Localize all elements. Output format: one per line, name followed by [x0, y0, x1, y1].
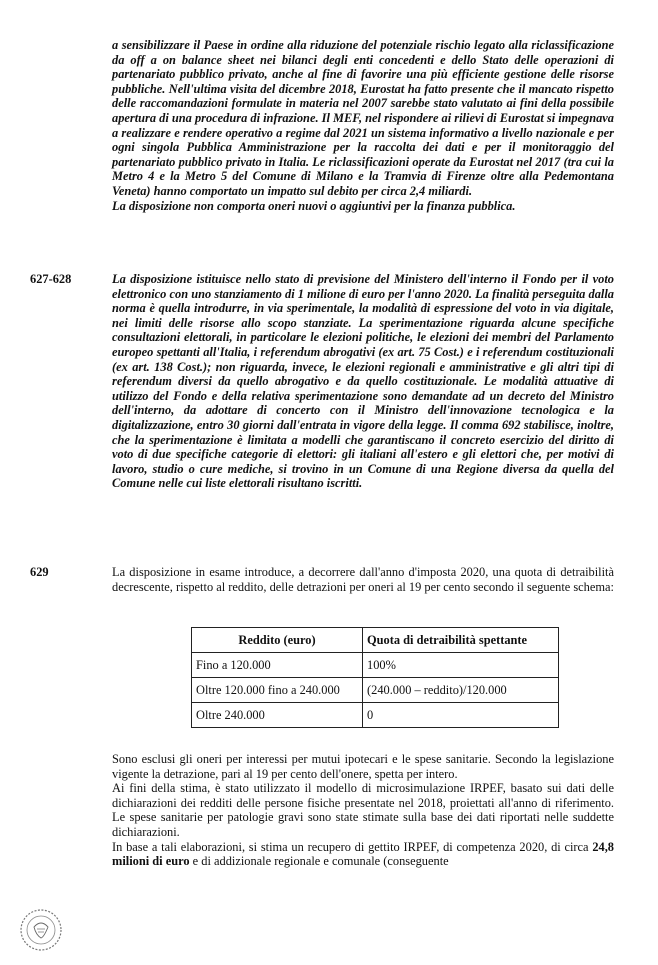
section-629-after-1: Sono esclusi gli oneri per interessi per mutui ipotecari e le spese sanitarie. Secondo la legislazione vigente la detrazione, pari al 19 per cento dell'onere, spetta per intero. [112, 752, 614, 781]
after-3-pre: In base a tali elaborazioni, si stima un recupero di gettito IRPEF, di competenza 2020, di circa [112, 839, 593, 854]
section-629-after-block [112, 752, 614, 869]
table-cell: Fino a 120.000 [192, 653, 363, 678]
section-629-after-2: Ai fini della stima, è stato utilizzato il modello di microsimulazione IRPEF, basato sui dati delle dichiarazioni dei redditi delle persone fisiche presentate nel 2018, proiettati all'anno di riferimento. Le spese sanitarie per patologie gravi sono state stimate sulla base dei dati riportati nelle suddette dichiarazioni. [112, 781, 614, 839]
table-cell: Oltre 240.000 [192, 703, 363, 728]
section-number-629: 629 [30, 565, 49, 579]
deduction-table [191, 627, 559, 728]
table-cell: 100% [363, 653, 559, 678]
after-3-amount: 24,8 milioni di euro [112, 839, 614, 869]
official-stamp-icon [18, 907, 64, 953]
section-629-intro: La disposizione in esame introduce, a decorrere dall'anno d'imposta 2020, una quota di detraibilità decrescente, rispetto al reddito, delle detrazioni per oneri al 19 per cento secondo il seguente schema: [112, 565, 614, 594]
table-row [192, 703, 559, 728]
table-header: Reddito (euro) [192, 628, 363, 653]
table-cell: Oltre 120.000 fino a 240.000 [192, 678, 363, 703]
after-3-post: e di addizionale regionale e comunale (conseguente [189, 854, 449, 869]
intro-paragraph: a sensibilizzare il Paese in ordine alla riduzione del potenziale rischio legato alla riclassificazione da off a on balance sheet nei bilanci degli enti concedenti e dello Stato delle operazioni di partenariato pubblico privato, anche al fine di favorire una più efficiente gestione delle risorse pubbliche. Nell'ultima visita del dicembre 2018, Eurostat ha fatto presente che il mancato rispetto delle raccomandazioni formulate in materia nel 2007 sarebbe stato valutato ai fini della possibile apertura di una procedura di infrazione. Il MEF, nel rispondere ai rilievi di Eurostat si impegnava a realizzare e rendere operativo a regime dal 2021 un sistema informativo a livello nazionale e per ogni singola Pubblica Amministrazione per la raccolta dei dati e per il monitoraggio del partenariato pubblico privato in Italia. Le riclassificazioni operate da Eurostat nel 2017 (tra cui la Metro 4 e la Metro 5 del Comune di Milano e la Tramvia di Firenze oltre alla Pedemontana Veneta) hanno comportato un impatto sul debito per circa 2,4 miliardi. [112, 38, 615, 198]
section-number-627: 627-628 [30, 272, 72, 286]
section-627-paragraph: La disposizione istituisce nello stato di previsione del Ministero dell'interno il Fondo per il voto elettronico con uno stanziamento di 1 milione di euro per l'anno 2020. La finalità perseguita dalla norma è quella introdurre, in via sperimentale, la modalità di espressione del voto in via digitale, nei limiti delle risorse allo scopo stanziate. La sperimentazione riguarda alcune specifiche consultazioni elettorali, in particolare le elezioni politiche, le elezioni dei membri del Parlamento europeo spettanti all'Italia, i referendum abrogativi (ex art. 75 Cost.) e i referendum costituzionali (ex art. 138 Cost.); non riguarda, invece, le elezioni regionali e amministrative e gli altri tipi di referendum diversi da quello abrogativo e da quello costituzionale. Le modalità attuative di utilizzo del Fondo e della relativa sperimentazione sono demandate ad un decreto del Ministro dell'interno, da adottare di concerto con il Ministro dell'innovazione tecnologica e la digitalizzazione, entro 30 giorni dall'entrata in vigore della legge. Il comma 692 stabilisce, inoltre, che la sperimentazione è limitata a modelli che garantiscano il concreto esercizio del diritto di voto di due specifiche categorie di elettori: gli italiani all'estero e gli elettori che, per motivi di lavoro, studio o cure mediche, si trovino in un Comune di una Regione diversa da quella del Comune nelle cui liste elettorali risultano iscritti. [112, 272, 614, 491]
table-header: Quota di detraibilità spettante [363, 628, 559, 653]
intro-closing: La disposizione non comporta oneri nuovi o aggiuntivi per la finanza pubblica. [112, 198, 516, 213]
table-row [192, 678, 559, 703]
table-header-row [192, 628, 559, 653]
table-row [192, 653, 559, 678]
intro-block [112, 38, 614, 213]
section-629-after-3 [112, 840, 614, 869]
section-627-block [112, 272, 614, 491]
table-cell: (240.000 – reddito)/120.000 [363, 678, 559, 703]
table-cell: 0 [363, 703, 559, 728]
section-629-intro-block [112, 565, 614, 594]
